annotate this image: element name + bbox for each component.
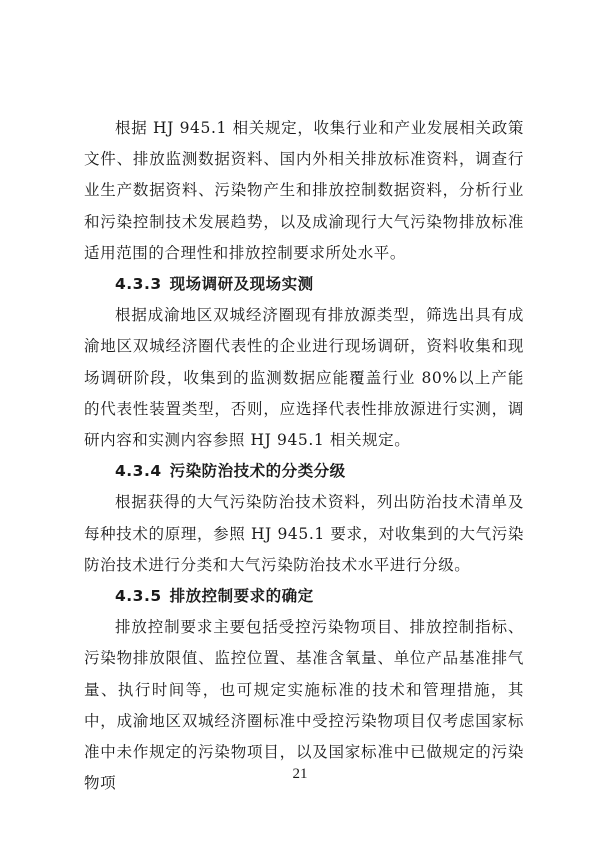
section-number: 4.3.5 bbox=[115, 587, 162, 606]
section-heading-4-3-3 bbox=[84, 269, 524, 300]
paragraph-emission-control: 排放控制要求主要包括受控污染物项目、排放控制指标、污染物排放限值、监控位置、基准含氧量、单位产品基准排气量、执行时间等，也可规定实施标准的技术和管理措施，其中，成渝地区双城经济圈标准中受控污染物项目仅考虑国家标准中未作规定的污染物项目，以及国家标准中已做规定的污染物项 bbox=[84, 618, 524, 793]
section-heading-4-3-5 bbox=[84, 581, 524, 612]
section-number: 4.3.4 bbox=[115, 462, 162, 481]
section-title: 排放控制要求的确定 bbox=[169, 587, 314, 606]
paragraph-pollution-technology: 根据获得的大气污染防治技术资料，列出防治技术清单及每种技术的原理，参照 HJ 945.1 要求，对收集到的大气污染防治技术进行分类和大气污染防治技术水平进行分级。 bbox=[84, 493, 524, 574]
paragraph-data-collection: 根据 HJ 945.1 相关规定，收集行业和产业发展相关政策文件、排放监测数据资料、国内外相关排放标准资料，调查行业生产数据资料、污染物产生和排放控制数据资料，分析行业和污染控制技术发展趋势，以及成渝现行大气污染物排放标准适用范围的合理性和排放控制要求所处水平。 bbox=[84, 119, 524, 262]
paragraph-field-research: 根据成渝地区双城经济圈现有排放源类型，筛选出具有成渝地区双城经济圈代表性的企业进行现场调研，资料收集和现场调研阶段，收集到的监测数据应能覆盖行业 80%以上产能的代表性装置类型，否则，应选择代表性排放源进行实测，调研内容和实测内容参照 HJ 945.1 相关规定。 bbox=[84, 306, 524, 450]
page-body bbox=[84, 113, 524, 799]
page-number: 21 bbox=[292, 766, 308, 782]
section-number: 4.3.3 bbox=[115, 275, 162, 294]
section-title: 现场调研及现场实测 bbox=[169, 275, 314, 294]
section-heading-4-3-4 bbox=[84, 456, 524, 487]
section-title: 污染防治技术的分类分级 bbox=[169, 462, 346, 481]
